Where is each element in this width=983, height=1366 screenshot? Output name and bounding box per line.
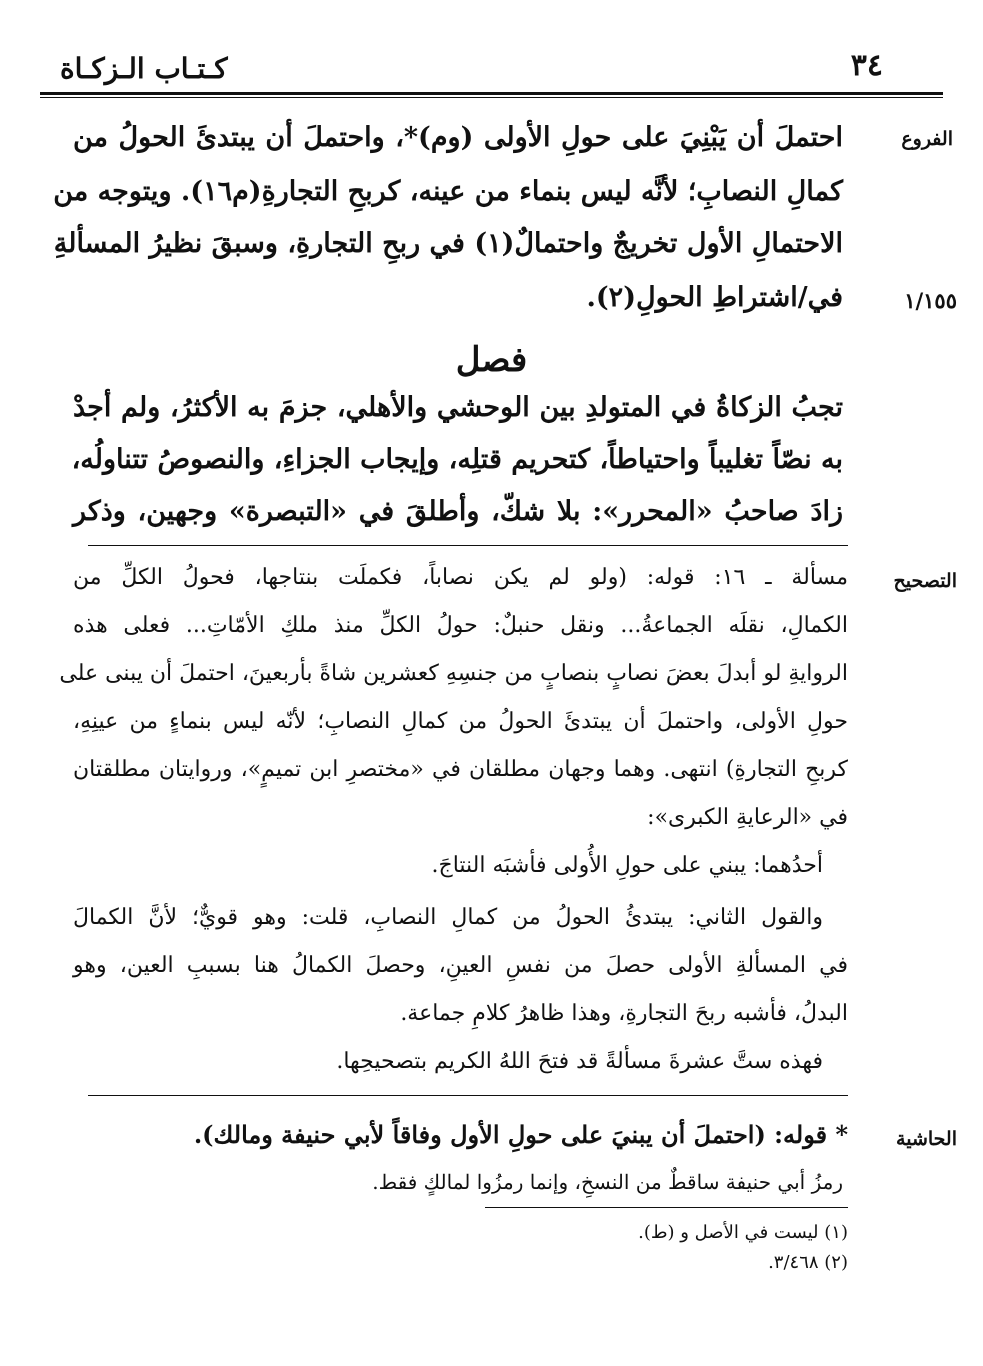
- hashiya-line-1: * قوله: (احتملَ أن يبنيَ على حولِ الأول وفاقاً لأبي حنيفة ومالك).: [193, 1120, 848, 1149]
- margin-label-tashih: التصحيح: [893, 570, 957, 592]
- tashih-line-4: حولِ الأولى، واحتملَ أن يبتدئَ الحولُ من كمالِ النصابِ؛ لأنّه ليس بنماءٍ من عينِهِ،: [73, 709, 848, 734]
- tashih-line-5: كربحِ التجارةِ) انتهى. وهما وجهان مطلقان في «مختصرِ ابن تميمٍ»، وروايتان مطلقتان: [73, 757, 848, 782]
- footnote-2: (٢) ٣/٤٦٨.: [768, 1252, 848, 1273]
- header-rule: [40, 92, 943, 95]
- margin-label-furu: الفروع: [901, 128, 953, 150]
- footnote-1: (١) ليست في الأصل و (ط).: [638, 1222, 848, 1243]
- hashiya-divider: [88, 1095, 848, 1096]
- page-number: ٣٤: [850, 48, 883, 83]
- tashih-line-2: الكمالِ، نقلَه الجماعةُ... ونقل حنبلٌ: حولُ الكلِّ منذ ملكِ الأمّاتِ... فعلى هذه: [73, 613, 848, 638]
- footnote-divider: [485, 1207, 848, 1208]
- tashih-line-3: الروايةِ لو أبدلَ بعضَ نصابٍ بنصابٍ من جنسِهِ كعشرين شاةً بأربعينَ، احتملَ أن يبنى على: [59, 661, 848, 686]
- section-line-3: زادَ صاحبُ «المحرر»: بلا شكّ، وأطلقَ في «التبصرة» وجهين، وذكر: [73, 496, 843, 527]
- section-line-2: به نصّاً تغليباً واحتياطاً، كتحريم قتلِه، وإيجاب الجزاءِ، والنصوصُ تتناولُه،: [71, 444, 843, 475]
- tashih-line-6: في «الرعايةِ الكبرى»:: [647, 805, 848, 830]
- section-heading: فصل: [455, 340, 528, 380]
- main-line-2: كمالِ النصابِ؛ لأنَّه ليس بنماء من عينه، كربحِ التجارةِ(م١٦). ويتوجه من: [53, 176, 843, 207]
- main-line-3: الاحتمالِ الأول تخريجٌ واحتمالٌ(١) في ربحِ التجارةِ، وسبقَ نظيرُ المسألةِ: [53, 228, 843, 259]
- tashih-line-11: فهذه ستَّ عشرةَ مسألةً قد فتحَ اللهُ الكريم بتصحيحِها.: [336, 1049, 823, 1074]
- header-rule-thin: [40, 97, 943, 98]
- tashih-line-7: أحدُهما: يبني على حولِ الأُولى فأشبَه النتاجَ.: [431, 853, 823, 878]
- hashiya-line-2: رمزُ أبي حنيفة ساقطٌ من النسخِ، وإنما رمزُوا لمالكٍ فقط.: [372, 1170, 843, 1194]
- section-line-1: تجبُ الزكاةُ في المتولدِ بين الوحشي والأهلي، جزمَ به الأكثرُ، ولم أجدْ: [73, 392, 843, 423]
- tashih-line-1: مسألة ـ ١٦: قوله: (ولو لم يكن نصاباً، فكملَت بنتاجها، فحولُ الكلِّ من: [73, 565, 848, 590]
- tashih-line-8: والقول الثاني: يبتدئُ الحولُ من كمالِ النصابِ، قلت: وهو قويٌّ؛ لأنَّ الكمالَ: [73, 905, 823, 930]
- margin-label-hashiya: الحاشية: [896, 1128, 957, 1150]
- tashih-line-9: في المسألةِ الأولى حصلَ من نفسِ العينِ، وحصلَ الكمالُ هنا بسببِ العين، وهو: [73, 953, 848, 978]
- margin-volume-ref: ١/١٥٥: [904, 288, 957, 313]
- tashih-divider: [88, 545, 848, 546]
- main-line-4: في/اشتراطِ الحولِ(٢).: [586, 282, 843, 313]
- running-title: كـتـاب الـزكـاة: [60, 52, 228, 85]
- tashih-line-10: البدلُ، فأشبه ربحَ التجارةِ، وهذا ظاهرُ كلامِ جماعة.: [400, 1001, 848, 1026]
- main-line-1: احتملَ أن يَبْنِيَ على حولِ الأولى (وم)*، واحتملَ أن يبتدئَ الحولُ من: [73, 122, 843, 153]
